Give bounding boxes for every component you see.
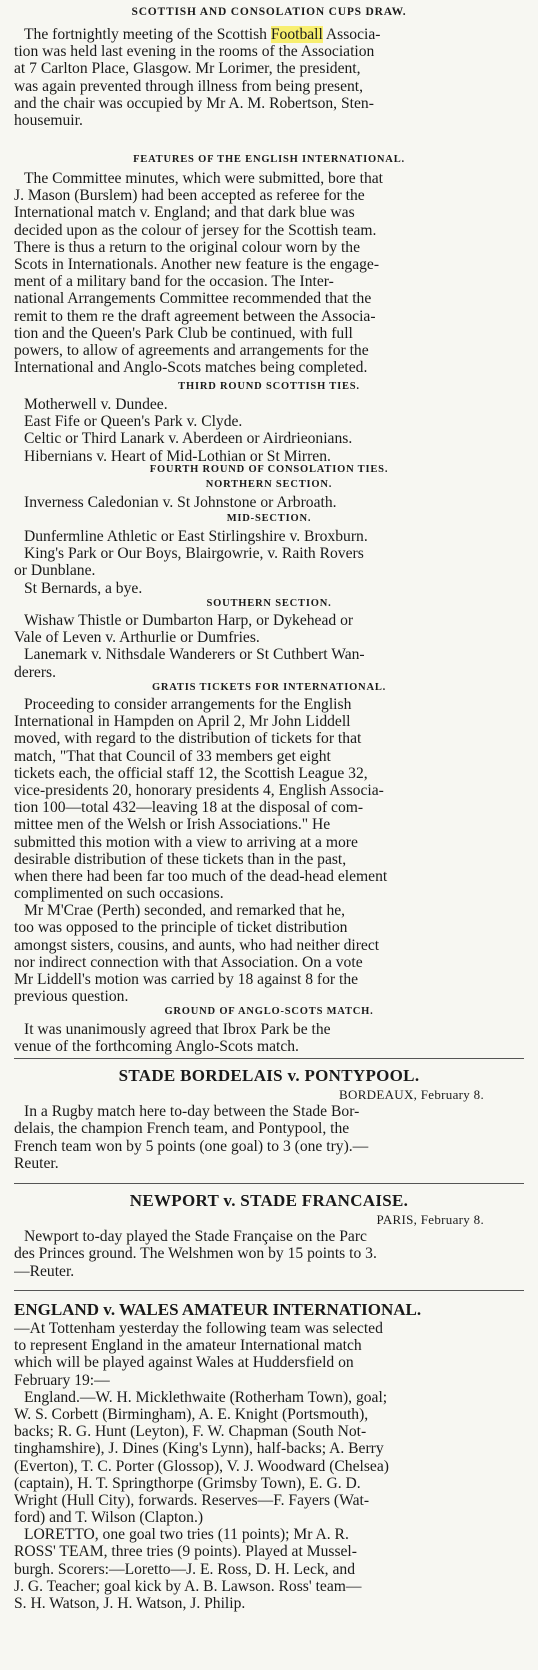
list-third-round — [14, 396, 524, 465]
text-line: LORETTO, one goal two tries (11 points); Mr A. R. — [24, 1526, 349, 1544]
text-line: W. S. Corbett (Birmingham), A. E. Knight (Portsmouth), — [14, 1405, 369, 1423]
text-line: submitted this motion with a view to arriving at a more — [14, 833, 358, 851]
text-line: vice-presidents 20, honorary presidents 4, English Associa- — [14, 781, 384, 799]
section-divider — [14, 1290, 524, 1291]
text-line: burgh. Scorers:—Loretto—J. E. Ross, D. H. Leck, and — [14, 1560, 355, 1578]
text-line: tion 100—total 432—leaving 18 at the disposal of com- — [14, 799, 364, 817]
text-line: ford) and T. Wilson (Clapton.) — [14, 1509, 204, 1527]
text-line: Newport to-day played the Stade Française on the Parc — [24, 1228, 367, 1246]
paragraph-newport — [14, 1211, 524, 1280]
list-item: derers. — [14, 663, 56, 681]
text-line: tion and the Queen's Park Club be continued, with full — [14, 324, 353, 342]
list-item: East Fife or Queen's Park v. Clyde. — [24, 413, 243, 431]
subhead-gratis-tickets: GRATIS TICKETS FOR INTERNATIONAL. — [151, 682, 387, 693]
text-line: venue of the forthcoming Anglo-Scots match. — [14, 1038, 299, 1056]
text-line: It was unanimously agreed that Ibrox Park be the — [24, 1021, 331, 1038]
text-line: and the chair was occupied by Mr A. M. Robertson, Sten- — [14, 94, 374, 112]
text-line: moved, with regard to the distribution of tickets for that — [14, 730, 362, 748]
text-line: powers, to allow of agreements and arrangements for the — [14, 341, 369, 359]
list-item: Wishaw Thistle or Dumbarton Harp, or Dykehead or — [24, 612, 354, 629]
text-line: tickets each, the official staff 12, the Scottish League 32, — [14, 764, 368, 782]
text-line: —At Tottenham yesterday the following team was selected — [14, 1320, 383, 1337]
text-line: —Reuter. — [14, 1262, 75, 1280]
list-item: King's Park or Our Boys, Blairgowrie, v. Raith Rovers — [24, 545, 364, 563]
text-line: The Committee minutes, which were submitted, bore that — [24, 170, 384, 187]
list-item: or Dunblane. — [14, 562, 96, 580]
dateline: PARIS, February 8. — [376, 1212, 484, 1227]
headline-newport: NEWPORT v. STADE FRANCAISE. — [129, 1191, 409, 1210]
text-line: J. G. Teacher; goal kick by A. B. Lawson. Ross' team— — [14, 1577, 362, 1595]
text-line: mittee men of the Welsh or Irish Associations." He — [14, 816, 331, 834]
text-line: housemuir. — [14, 111, 83, 129]
text-line: remit to them re the draft agreement between the Associa- — [14, 307, 376, 325]
text-line: tinghamshire), J. Dines (King's Lynn), half-backs; A. Berry — [14, 1440, 384, 1458]
text-line: national Arrangements Committee recommended that the — [14, 290, 372, 308]
headline-england-wales: ENGLAND v. WALES AMATEUR INTERNATIONAL. — [14, 1300, 422, 1319]
subhead-features: FEATURES OF THE ENGLISH INTERNATIONAL. — [133, 154, 405, 165]
paragraph-stade-bordelais — [14, 1086, 524, 1172]
subhead-southern-section: SOUTHERN SECTION. — [206, 598, 332, 609]
text-line: complimented on such occasions. — [14, 885, 224, 903]
subhead-mid-section: MID-SECTION. — [226, 513, 312, 524]
text-line: nor indirect connection with that Association. On a vote — [14, 953, 363, 971]
paragraph-gratis-tickets — [14, 696, 524, 1005]
list-item: Hibernians v. Heart of Mid-Lothian or St Mirren. — [24, 447, 331, 465]
text-line: delais, the champion French team, and Pontypool, the — [14, 1120, 350, 1138]
list-item: Lanemark v. Nithsdale Wanderers or St Cuthbert Wan- — [24, 646, 365, 664]
subhead-northern-section: NORTHERN SECTION. — [205, 479, 333, 490]
subhead-anglo-scots-ground: GROUND OF ANGLO-SCOTS MATCH. — [164, 1006, 374, 1017]
text-line: There is thus a return to the original colour worn by the — [14, 238, 361, 256]
text-line: International in Hampden on April 2, Mr John Liddell — [14, 713, 351, 731]
text-line: previous question. — [14, 988, 129, 1006]
paragraph-features — [14, 170, 524, 376]
text-line: des Princes ground. The Welshmen won by 15 points to 3. — [14, 1245, 377, 1263]
text-line: S. H. Watson, J. H. Watson, J. Philip. — [14, 1595, 246, 1612]
text-line: Mr Liddell's motion was carried by 18 against 8 for the — [14, 971, 359, 988]
list-item: Celtic or Third Lanark v. Aberdeen or Airdrieonians. — [24, 430, 353, 448]
subhead-fourth-round: FOURTH ROUND OF CONSOLATION TIES. — [149, 464, 389, 475]
dateline: BORDEAUX, February 8. — [339, 1087, 484, 1102]
text-line: amongst sisters, cousins, and aunts, who had neither direct — [14, 936, 380, 954]
list-mid — [14, 528, 524, 597]
text-line: International match v. England; and that dark blue was — [14, 204, 355, 222]
text-line: backs; R. G. Hunt (Leyton), F. W. Chapman (South Not- — [14, 1423, 367, 1441]
text-line: Wright (Hull City), forwards. Reserves—F. Fayers (Wat- — [14, 1491, 370, 1509]
paragraph-england-wales — [14, 1320, 524, 1612]
highlighted-keyword: Football — [270, 26, 323, 43]
paragraph-ground — [14, 1021, 524, 1055]
text-line: ROSS' TEAM, three tries (9 points). Played at Mussel- — [14, 1543, 357, 1561]
text-line: Reuter. — [14, 1154, 59, 1172]
headline-cups-draw: SCOTTISH AND CONSOLATION CUPS DRAW. — [131, 6, 407, 18]
list-southern — [14, 612, 524, 681]
text-line: French team won by 5 points (one goal) to 3 (one try).— — [14, 1137, 369, 1155]
text-line: tion was held last evening in the rooms of the Association — [14, 43, 375, 61]
subhead-third-round: THIRD ROUND SCOTTISH TIES. — [178, 381, 360, 392]
text-line: match, "That that Council of 33 members get eight — [14, 747, 331, 765]
text-line: Scots in Internationals. Another new feature is the engage- — [14, 255, 380, 273]
paragraph-meeting — [14, 26, 524, 129]
newspaper-column — [14, 0, 524, 1670]
headline-stade-bordelais: STADE BORDELAIS v. PONTYPOOL. — [118, 1066, 420, 1085]
text-line: February 19:— — [14, 1371, 110, 1389]
text-line: too was opposed to the principle of ticket distribution — [14, 919, 348, 937]
list-item: Motherwell v. Dundee. — [24, 396, 168, 413]
list-northern — [14, 494, 524, 511]
text-line: The fortnightly meeting of the Scottish Football Associa- — [24, 26, 381, 43]
text-line: when there had been far too much of the dead-head element — [14, 867, 388, 885]
text-line: which will be played against Wales at Huddersfield on — [14, 1354, 354, 1372]
text-line: Mr M'Crae (Perth) seconded, and remarked that he, — [24, 902, 346, 920]
list-item: St Bernards, a bye. — [24, 579, 143, 597]
text-line: was again prevented through illness from being present, — [14, 77, 364, 95]
text-line: desirable distribution of these tickets than in the past, — [14, 850, 347, 868]
text-line: England.—W. H. Micklethwaite (Rotherham Town), goal; — [24, 1388, 388, 1406]
section-divider — [14, 1183, 524, 1184]
text-line: Proceeding to consider arrangements for the English — [24, 696, 352, 713]
text-line: to represent England in the amateur International match — [14, 1337, 362, 1355]
text-line: (captain), H. T. Springthorpe (Grimsby Town), E. G. D. — [14, 1474, 361, 1492]
list-item: Vale of Leven v. Arthurlie or Dumfries. — [14, 629, 260, 647]
list-item: Dunfermline Athletic or East Stirlingshire v. Broxburn. — [24, 528, 368, 545]
list-item: Inverness Caledonian v. St Johnstone or Arbroath. — [24, 494, 337, 511]
text-line: (Everton), T. C. Porter (Glossop), V. J. Woodward (Chelsea) — [14, 1457, 389, 1475]
section-divider — [14, 1058, 524, 1059]
text-line: In a Rugby match here to-day between the Stade Bor- — [24, 1103, 360, 1121]
text-line: at 7 Carlton Place, Glasgow. Mr Lorimer, the president, — [14, 60, 361, 78]
text-line: International and Anglo-Scots matches being completed. — [14, 359, 368, 377]
text-line: ment of a military band for the occasion. The Inter- — [14, 273, 334, 291]
text-line: decided upon as the colour of jersey for the Scottish team. — [14, 221, 377, 239]
text-line: J. Mason (Burslem) had been accepted as referee for the — [14, 187, 365, 205]
